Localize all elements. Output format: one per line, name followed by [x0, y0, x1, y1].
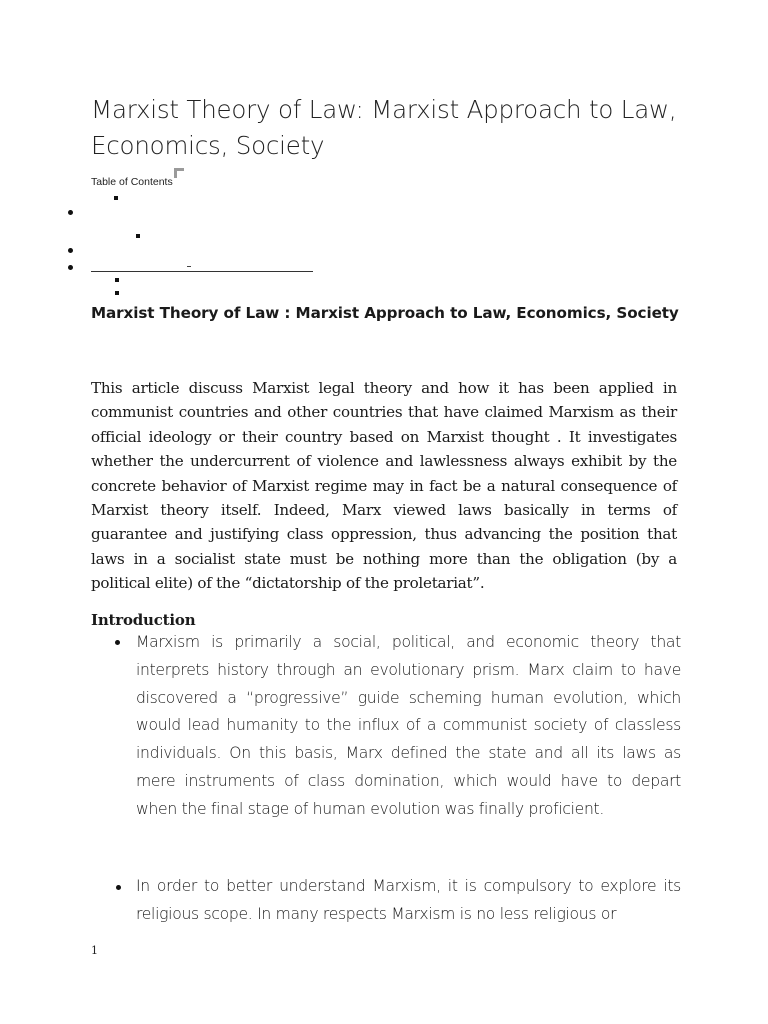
- bullet-icon: [116, 885, 121, 890]
- abstract-paragraph: This article discuss Marxist legal theory and how it has been applied in communist countries and other countries that have claimed Marxism as their official ideology or their country based on Marxist thought . It investigates whether the undercurrent of violence and lawlessness always exhibit by the concrete behavior of Marxist regime may in fact be a natural consequence of Marxist theory itself. Indeed, Marx viewed laws basically in terms of guarantee and justifying class oppression, thus advancing the position that laws in a socialist state must be nothing more than the obligation (by a political elite) of the “dictatorship of the proletariat”.: [91, 379, 677, 593]
- introduction-heading: Introduction: [91, 611, 196, 629]
- toc-bullet: [68, 248, 73, 253]
- toc-entry-marker: [136, 234, 140, 238]
- toc-label[interactable]: Table of Contents: [91, 176, 173, 188]
- list-item-text: In order to better understand Marxism, it is compulsory to explore its religious scope. In many respects Marxism is no less religious or: [136, 877, 681, 923]
- list-item-text: Marxism is primarily a social, political, and economic theory that interprets history through an evolutionary prism. Marx claim to have discovered a “progressive” guide scheming human evolution, which would lead humanity to the influx of a communist society of classless individuals. On this basis, Marx defined the state and all its laws as mere instruments of class domination, which would have to depart when the final stage of human evolution was finally proficient.: [136, 633, 681, 818]
- toc-bullet: [68, 265, 73, 270]
- article-heading: Marxist Theory of Law : Marxist Approach to Law, Economics, Society: [91, 304, 679, 322]
- page-number: 1: [91, 944, 98, 957]
- toc-entry-marker: [114, 196, 118, 200]
- toc-entry-underline: [91, 271, 313, 272]
- toc-dash: [187, 266, 191, 267]
- introduction-list: [91, 629, 681, 824]
- list-item: [91, 873, 681, 929]
- introduction-list: [91, 873, 681, 929]
- toc-anchor-icon: [174, 168, 184, 178]
- document-title: Marxist Theory of Law: Marxist Approach to Law, Economics, Society: [91, 95, 677, 160]
- toc-bullet: [68, 210, 73, 215]
- list-item: [91, 629, 681, 824]
- bullet-icon: [115, 640, 120, 645]
- toc-entry-marker: [115, 291, 119, 295]
- toc-entry-marker: [115, 278, 119, 282]
